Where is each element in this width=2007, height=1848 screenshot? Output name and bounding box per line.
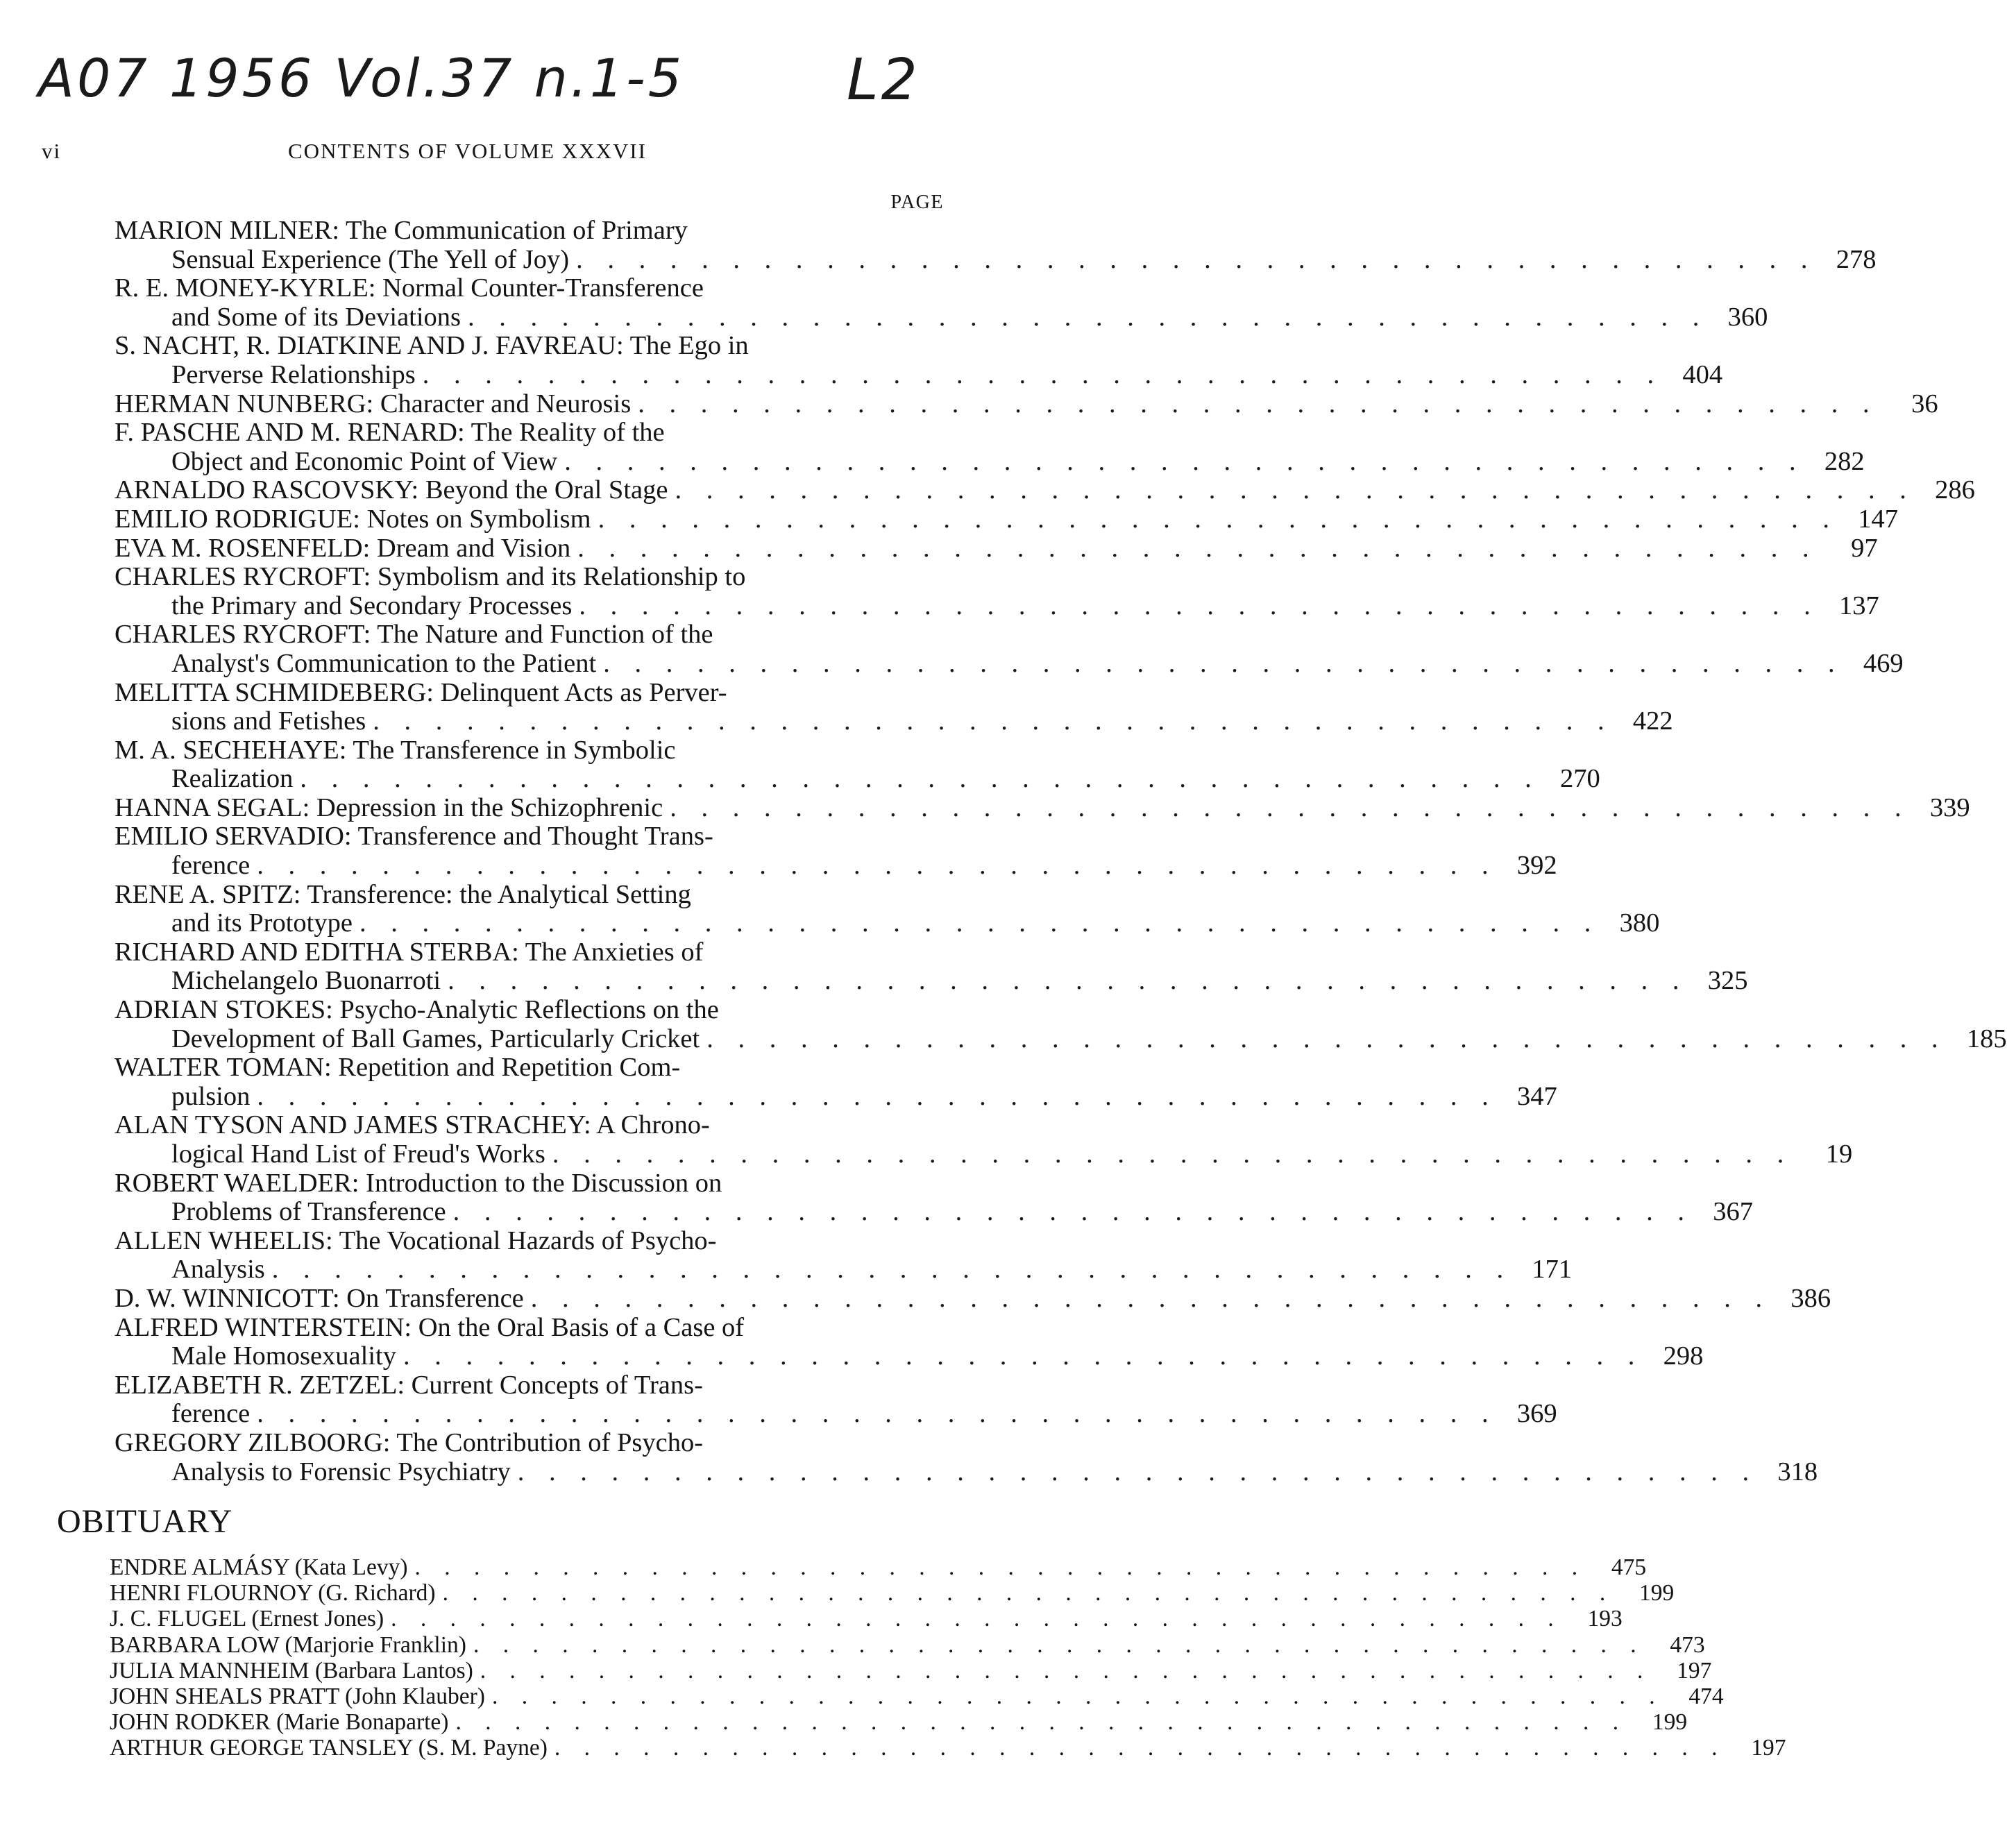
contents-entry xyxy=(115,475,1975,505)
entry-text: RICHARD AND EDITHA STERBA: The Anxieties of xyxy=(115,937,704,967)
entry-line xyxy=(115,822,862,851)
dot-leader: . . . . . . . . . . . . . . . . . . . . . . . . . . . . . . . . . . . . . . . . xyxy=(577,533,1818,563)
entry-text: Perverse Relationships xyxy=(171,359,416,389)
entry-line xyxy=(115,1429,862,1458)
obituary-item xyxy=(110,1735,1786,1761)
entry-page-number: 404 xyxy=(1682,359,1723,389)
dot-leader: . . . . . . . . . . . . . . . . . . . . . . . . . . . . . . . . . . . . . . . . xyxy=(554,1735,1727,1761)
obituary-item xyxy=(110,1657,1712,1684)
dot-leader: . . . . . . . . . . . . . . . . . . . . . . . . . . . . . . . . . . . . . . . . xyxy=(552,1139,1793,1169)
entry-text: ference xyxy=(171,1399,251,1429)
entry-continuation-line xyxy=(115,851,1557,881)
entry-text: ARNALDO RASCOVSKY: Beyond the Oral Stage xyxy=(115,475,668,505)
contents-entry xyxy=(115,1370,1557,1429)
contents-entry xyxy=(115,1312,1704,1371)
entry-text: HENRI FLOURNOY (G. Richard) xyxy=(110,1580,436,1607)
contents-entry xyxy=(115,533,1878,563)
entry-continuation-line xyxy=(115,1399,1557,1429)
contents-entry xyxy=(115,418,1865,476)
entry-page-number: 282 xyxy=(1824,446,1865,476)
entry-text: ALFRED WINTERSTEIN: On the Oral Basis of a Case of xyxy=(115,1312,745,1342)
entry-text: Development of Ball Games, Particularly Cricket xyxy=(171,1024,700,1053)
entry-continuation-line xyxy=(115,648,1904,679)
dot-leader: . . . . . . . . . . . . . . . . . . . . . . . . . . . . . . . . . . . . . . . . xyxy=(517,1457,1759,1486)
entry-text: RENE A. SPITZ: Transference: the Analytical Setting xyxy=(115,879,691,909)
entry-page-number: 270 xyxy=(1559,764,1600,794)
obituary-item xyxy=(110,1709,1688,1736)
contents-entry xyxy=(115,792,1970,823)
entry-line xyxy=(115,504,1898,534)
handwritten-shelf-mark: L2 xyxy=(847,47,920,113)
entry-line xyxy=(115,1227,862,1256)
entry-line xyxy=(115,418,862,448)
entry-text: Analysis to Forensic Psychiatry xyxy=(171,1457,511,1486)
dot-leader: . . . . . . . . . . . . . . . . . . . . . . . . . . . . . . . . . . . . . . . . xyxy=(359,908,1600,938)
dot-leader: . . . . . . . . . . . . . . . . . . . . . . . . . . . . . . . . . . . . . . . . xyxy=(391,1606,1563,1632)
entry-line xyxy=(115,1283,1831,1314)
contents-entry xyxy=(115,273,1768,332)
contents-entry xyxy=(115,735,1600,794)
dot-leader: . . . . . . . . . . . . . . . . . . . . . . . . . . . . . . . . . . . . . . . . xyxy=(271,1255,1513,1285)
dot-leader: . . . . . . . . . . . . . . . . . . . . . . . . . . . . . . . . . . . . . . . . xyxy=(638,389,1879,418)
contents-entry xyxy=(115,562,1879,620)
obituary-heading: OBITUARY xyxy=(57,1503,233,1540)
entry-text: Problems of Transference xyxy=(171,1197,446,1227)
entry-continuation-line xyxy=(115,1255,1573,1285)
entry-page-number: 298 xyxy=(1663,1341,1704,1371)
dot-leader: . . . . . . . . . . . . . . . . . . . . . . . . . . . . . . . . . . . . . . . . xyxy=(564,446,1805,476)
dot-leader: . . . . . . . . . . . . . . . . . . . . . . . . . . . . . . . . . . . . . . . . xyxy=(442,1580,1615,1607)
entry-continuation-line xyxy=(115,1139,1853,1169)
dot-leader: . . . . . . . . . . . . . . . . . . . . . . . . . . . . . . . . . . . . . . . . xyxy=(448,966,1688,996)
contents-entry xyxy=(115,879,1660,938)
obituary-item xyxy=(110,1606,1623,1632)
entry-text: Sensual Experience (The Yell of Joy) xyxy=(171,244,570,274)
entry-text: ALAN TYSON AND JAMES STRACHEY: A Chrono- xyxy=(115,1110,710,1140)
entry-page-number: 392 xyxy=(1516,851,1557,881)
dot-leader: . . . . . . . . . . . . . . . . . . . . . . . . . . . . . . . . . . . . . . . . xyxy=(414,1554,1587,1580)
contents-entry xyxy=(115,1427,1818,1486)
entry-continuation-line xyxy=(115,1341,1704,1371)
entry-page-number: 339 xyxy=(1929,792,1970,822)
entry-page-number: 286 xyxy=(1935,475,1975,505)
dot-leader: . . . . . . . . . . . . . . . . . . . . . . . . . . . . . . . . . . . . . . . . xyxy=(455,1709,1628,1736)
entry-page-number: 97 xyxy=(1851,533,1878,563)
dot-leader: . . . . . . . . . . . . . . . . . . . . . . . . . . . . . . . . . . . . . . . . xyxy=(530,1283,1772,1313)
entry-continuation-line xyxy=(115,244,1877,275)
entry-page-number: 469 xyxy=(1863,648,1904,678)
entry-text: BARBARA LOW (Marjorie Franklin) xyxy=(110,1631,466,1658)
entry-text: CHARLES RYCROFT: Symbolism and its Relationship to xyxy=(115,562,746,592)
entry-text: GREGORY ZILBOORG: The Contribution of Psycho- xyxy=(115,1427,704,1457)
dot-leader: . . . . . . . . . . . . . . . . . . . . . . . . . . . . . . . . . . . . . . . . xyxy=(491,1684,1664,1710)
contents-entry xyxy=(115,1283,1831,1314)
entry-line xyxy=(115,679,862,708)
obituary-item xyxy=(110,1631,1705,1658)
contents-entry xyxy=(115,937,1748,996)
entry-text: EMILIO SERVADIO: Transference and Thought Trans- xyxy=(115,822,713,851)
entry-text: MARION MILNER: The Communication of Primary xyxy=(115,216,688,245)
running-head xyxy=(42,139,944,167)
entry-text: CHARLES RYCROFT: The Nature and Function of the xyxy=(115,620,713,650)
entry-page-number: 360 xyxy=(1727,302,1768,332)
dot-leader: . . . . . . . . . . . . . . . . . . . . . . . . . . . . . . . . . . . . . . . . xyxy=(422,359,1663,389)
entry-text: JOHN SHEALS PRATT (John Klauber) xyxy=(110,1684,485,1710)
entry-text: EVA M. ROSENFELD: Dream and Vision xyxy=(115,533,571,563)
entry-continuation-line xyxy=(115,302,1768,332)
dot-leader: . . . . . . . . . . . . . . . . . . . . . . . . . . . . . . . . . . . . . . . . xyxy=(300,764,1541,794)
entry-continuation-line xyxy=(115,359,1723,390)
entry-continuation-line xyxy=(115,706,1673,736)
contents-entry xyxy=(115,677,1673,736)
entry-line xyxy=(115,475,1975,505)
obituary-item xyxy=(110,1684,1724,1710)
entry-continuation-line xyxy=(115,1081,1557,1112)
entry-text: pulsion xyxy=(171,1081,251,1111)
obituary-list xyxy=(110,1554,1786,1761)
entry-continuation-line xyxy=(115,1024,2007,1054)
entry-page-number: 19 xyxy=(1825,1139,1853,1169)
dot-leader: . . . . . . . . . . . . . . . . . . . . . . . . . . . . . . . . . . . . . . . . xyxy=(257,851,1498,881)
entry-continuation-line xyxy=(115,591,1879,621)
entry-page-number: 147 xyxy=(1858,504,1898,534)
entry-line xyxy=(115,1169,862,1198)
entry-page-number: 386 xyxy=(1790,1283,1831,1313)
dot-leader: . . . . . . . . . . . . . . . . . . . . . . . . . . . . . . . . . . . . . . . . xyxy=(579,591,1820,620)
entry-line xyxy=(115,736,862,765)
entry-text: D. W. WINNICOTT: On Transference xyxy=(115,1283,524,1313)
entry-page-number: 197 xyxy=(1677,1657,1712,1684)
entry-line xyxy=(115,1314,862,1343)
dot-leader: . . . . . . . . . . . . . . . . . . . . . . . . . . . . . . . . . . . . . . . . xyxy=(675,475,1915,505)
dot-leader: . . . . . . . . . . . . . . . . . . . . . . . . . . . . . . . . . . . . . . . . xyxy=(452,1197,1693,1227)
entry-text: WALTER TOMAN: Repetition and Repetition Com- xyxy=(115,1053,681,1083)
entry-line xyxy=(115,881,862,910)
entry-text: ELIZABETH R. ZETZEL: Current Concepts of Trans- xyxy=(115,1370,703,1400)
contents-entry xyxy=(115,331,1723,389)
contents-entry xyxy=(115,216,1877,274)
entry-text: Male Homosexuality xyxy=(171,1341,396,1371)
obituary-item xyxy=(110,1580,1675,1607)
entry-continuation-line xyxy=(115,1197,1753,1227)
entry-page-number: 278 xyxy=(1836,244,1877,274)
entry-text: Michelangelo Buonarroti xyxy=(171,966,441,996)
handwritten-annotation xyxy=(31,47,961,127)
dot-leader: . . . . . . . . . . . . . . . . . . . . . . . . . . . . . . . . . . . . . . . . xyxy=(373,706,1614,736)
entry-page-number: 474 xyxy=(1688,1684,1724,1710)
contents-list xyxy=(115,216,2007,1486)
dot-leader: . . . . . . . . . . . . . . . . . . . . . . . . . . . . . . . . . . . . . . . . xyxy=(257,1081,1498,1111)
dot-leader: . . . . . . . . . . . . . . . . . . . . . . . . . . . . . . . . . . . . . . . . xyxy=(403,1341,1644,1371)
contents-entry xyxy=(115,504,1898,534)
entry-text: S. NACHT, R. DIATKINE AND J. FAVREAU: The Ego in xyxy=(115,331,749,361)
dot-leader: . . . . . . . . . . . . . . . . . . . . . . . . . . . . . . . . . . . . . . . . xyxy=(706,1024,1947,1053)
entry-line xyxy=(115,274,862,303)
dot-leader: . . . . . . . . . . . . . . . . . . . . . . . . . . . . . . . . . . . . . . . . xyxy=(468,302,1709,332)
entry-text: ROBERT WAELDER: Introduction to the Discussion on xyxy=(115,1168,722,1198)
entry-text: ADRIAN STOKES: Psycho-Analytic Reflections on the xyxy=(115,995,719,1025)
entry-continuation-line xyxy=(115,908,1660,938)
entry-page-number: 193 xyxy=(1587,1606,1623,1632)
entry-text: ARTHUR GEORGE TANSLEY (S. M. Payne) xyxy=(110,1735,548,1761)
entry-page-number: 475 xyxy=(1611,1554,1647,1580)
entry-page-number: 369 xyxy=(1516,1399,1557,1429)
entry-page-number: 171 xyxy=(1532,1255,1573,1285)
contents-entry xyxy=(115,995,2007,1053)
entry-text: J. C. FLUGEL (Ernest Jones) xyxy=(110,1606,384,1632)
entry-line xyxy=(115,217,862,246)
entry-text: ference xyxy=(171,851,251,881)
entry-continuation-line xyxy=(115,764,1600,794)
entry-continuation-line xyxy=(115,446,1865,477)
entry-line xyxy=(115,1111,862,1140)
page-number: vi xyxy=(42,139,62,163)
entry-line xyxy=(115,332,862,361)
entry-line xyxy=(115,563,862,592)
page-title: CONTENTS OF VOLUME XXXVII xyxy=(288,139,647,163)
dot-leader: . . . . . . . . . . . . . . . . . . . . . . . . . . . . . . . . . . . . . . . . xyxy=(257,1399,1498,1429)
entry-line xyxy=(115,1053,862,1083)
entry-text: and its Prototype xyxy=(171,908,353,938)
dot-leader: . . . . . . . . . . . . . . . . . . . . . . . . . . . . . . . . . . . . . . . . xyxy=(670,792,1911,822)
contents-entry xyxy=(115,1110,1853,1169)
contents-entry xyxy=(115,620,1904,678)
obituary-item xyxy=(110,1554,1647,1580)
entry-line xyxy=(115,938,862,967)
page-column-label: PAGE xyxy=(890,192,944,213)
entry-text: F. PASCHE AND M. RENARD: The Reality of the xyxy=(115,418,665,448)
entry-page-number: 185 xyxy=(1966,1024,2007,1053)
entry-page-number: 318 xyxy=(1777,1457,1818,1486)
entry-line xyxy=(115,533,1878,563)
entry-text: HERMAN NUNBERG: Character and Neurosis xyxy=(115,389,632,418)
entry-continuation-line xyxy=(115,966,1748,996)
entry-text: Object and Economic Point of View xyxy=(171,446,558,476)
entry-line xyxy=(115,1371,862,1400)
entry-text: logical Hand List of Freud's Works xyxy=(171,1139,545,1169)
entry-continuation-line xyxy=(115,1457,1818,1487)
entry-line xyxy=(115,620,862,650)
contents-entry xyxy=(115,822,1557,881)
entry-page-number: 347 xyxy=(1517,1081,1557,1111)
dot-leader: . . . . . . . . . . . . . . . . . . . . . . . . . . . . . . . . . . . . . . . . xyxy=(603,648,1844,678)
entry-text: ENDRE ALMÁSY (Kata Levy) xyxy=(110,1554,408,1580)
entry-page-number: 137 xyxy=(1838,591,1879,620)
entry-line xyxy=(115,389,1938,419)
entry-text: sions and Fetishes xyxy=(171,706,366,736)
entry-text: HANNA SEGAL: Depression in the Schizophrenic xyxy=(115,792,663,822)
entry-page-number: 197 xyxy=(1751,1735,1786,1761)
entry-text: and Some of its Deviations xyxy=(171,302,461,332)
entry-line xyxy=(115,792,1970,823)
entry-text: MELITTA SCHMIDEBERG: Delinquent Acts as Perver- xyxy=(115,677,727,707)
contents-entry xyxy=(115,1053,1557,1111)
entry-page-number: 473 xyxy=(1670,1631,1705,1658)
entry-text: Analyst's Communication to the Patient xyxy=(171,648,597,678)
entry-page-number: 325 xyxy=(1707,966,1748,996)
handwritten-catalog-note: A07 1956 Vol.37 n.1-5 xyxy=(38,47,685,109)
entry-text: the Primary and Secondary Processes xyxy=(171,591,573,620)
entry-line xyxy=(115,996,862,1025)
entry-text: Analysis xyxy=(171,1255,265,1285)
entry-page-number: 199 xyxy=(1638,1580,1675,1607)
entry-text: M. A. SECHEHAYE: The Transference in Symbolic xyxy=(115,735,676,765)
entry-text: JOHN RODKER (Marie Bonaparte) xyxy=(110,1709,449,1736)
entry-page-number: 199 xyxy=(1652,1709,1688,1736)
contents-entry xyxy=(115,1168,1753,1227)
entry-page-number: 380 xyxy=(1619,908,1660,938)
entry-page-number: 422 xyxy=(1632,706,1673,736)
dot-leader: . . . . . . . . . . . . . . . . . . . . . . . . . . . . . . . . . . . . . . . . xyxy=(473,1631,1645,1658)
dot-leader: . . . . . . . . . . . . . . . . . . . . . . . . . . . . . . . . . . . . . . . . xyxy=(576,244,1817,274)
entry-page-number: 367 xyxy=(1713,1197,1753,1227)
entry-text: ALLEN WHEELIS: The Vocational Hazards of Psycho- xyxy=(115,1226,717,1255)
dot-leader: . . . . . . . . . . . . . . . . . . . . . . . . . . . . . . . . . . . . . . . . xyxy=(598,504,1838,534)
entry-text: EMILIO RODRIGUE: Notes on Symbolism xyxy=(115,504,591,534)
contents-entry xyxy=(115,1226,1573,1285)
entry-text: Realization xyxy=(171,764,294,794)
dot-leader: . . . . . . . . . . . . . . . . . . . . . . . . . . . . . . . . . . . . . . . . xyxy=(480,1657,1652,1684)
entry-text: JULIA MANNHEIM (Barbara Lantos) xyxy=(110,1657,473,1684)
contents-entry xyxy=(115,389,1938,419)
entry-text: R. E. MONEY-KYRLE: Normal Counter-Transference xyxy=(115,273,704,303)
entry-page-number: 36 xyxy=(1911,389,1938,418)
